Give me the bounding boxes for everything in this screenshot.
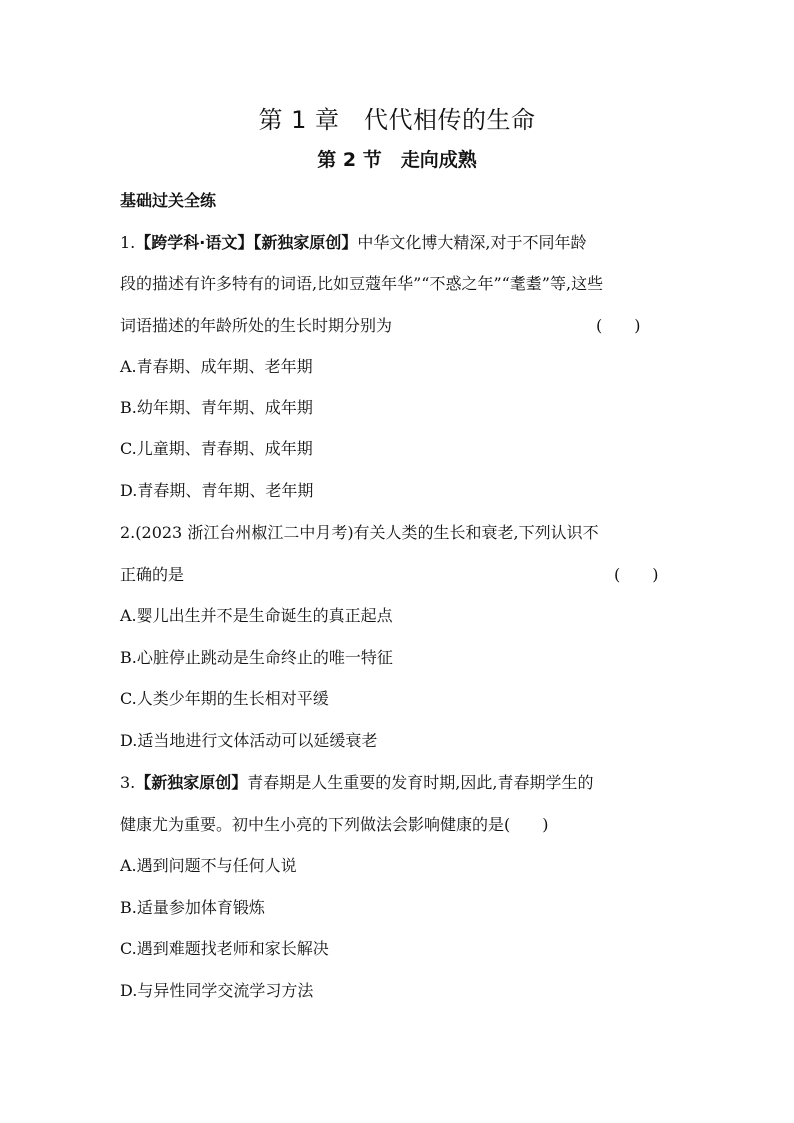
option-c: C.儿童期、青春期、成年期 xyxy=(120,439,313,458)
option-c: C.遇到难题找老师和家长解决 xyxy=(120,939,329,958)
answer-blank: ( ) xyxy=(504,815,549,834)
question-2-line-1 xyxy=(120,522,680,544)
option-d: D.适当地进行文体活动可以延缓衰老 xyxy=(120,731,378,750)
exercise-heading: 基础过关全练 xyxy=(120,191,217,210)
chapter-title: 第 1 章 代代相传的生命 xyxy=(258,106,536,134)
answer-blank: ( ) xyxy=(596,316,641,335)
question-number: 3. xyxy=(120,773,136,792)
question-tags: 【跨学科·语文】【新独家原创】 xyxy=(135,233,358,252)
option-b: B.幼年期、青年期、成年期 xyxy=(120,398,313,417)
option-c: C.人类少年期的生长相对平缓 xyxy=(120,689,329,708)
option-b: B.适量参加体育锻炼 xyxy=(120,898,265,917)
question-tags: 【新独家原创】 xyxy=(135,773,248,792)
question-stem: (2023 浙江台州椒江二中月考)有关人类的生长和衰老,下列认识不 xyxy=(135,523,599,542)
question-stem: 词语描述的年龄所处的生长时期分别为 xyxy=(120,316,393,335)
question-number: 2. xyxy=(120,523,136,542)
option-a: A.青春期、成年期、老年期 xyxy=(120,357,313,376)
question-stem: 中华文化博大精深,对于不同年龄 xyxy=(357,233,587,252)
answer-blank: ( ) xyxy=(614,565,659,584)
question-stem: 健康尤为重要。初中生小亮的下列做法会影响健康的是 xyxy=(120,815,505,834)
option-a: A.婴儿出生并不是生命诞生的真正起点 xyxy=(120,606,393,625)
question-3-line-2 xyxy=(120,814,680,836)
question-stem: 正确的是 xyxy=(120,565,185,584)
question-3-line-1 xyxy=(120,772,680,794)
option-b: B.心脏停止跳动是生命终止的唯一特征 xyxy=(120,648,393,667)
question-1-line-1 xyxy=(120,232,680,254)
option-d: D.青春期、青年期、老年期 xyxy=(120,481,314,500)
question-stem: 青春期是人生重要的发育时期,因此,青春期学生的 xyxy=(247,773,594,792)
option-a: A.遇到问题不与任何人说 xyxy=(120,856,297,875)
section-title: 第 2 节 走向成熟 xyxy=(317,149,477,171)
option-d: D.与异性同学交流学习方法 xyxy=(120,981,314,1000)
question-number: 1. xyxy=(120,233,136,252)
question-stem: 段的描述有许多特有的词语,比如豆蔻年华”“不惑之年”“耄耋”等,这些 xyxy=(120,274,604,293)
